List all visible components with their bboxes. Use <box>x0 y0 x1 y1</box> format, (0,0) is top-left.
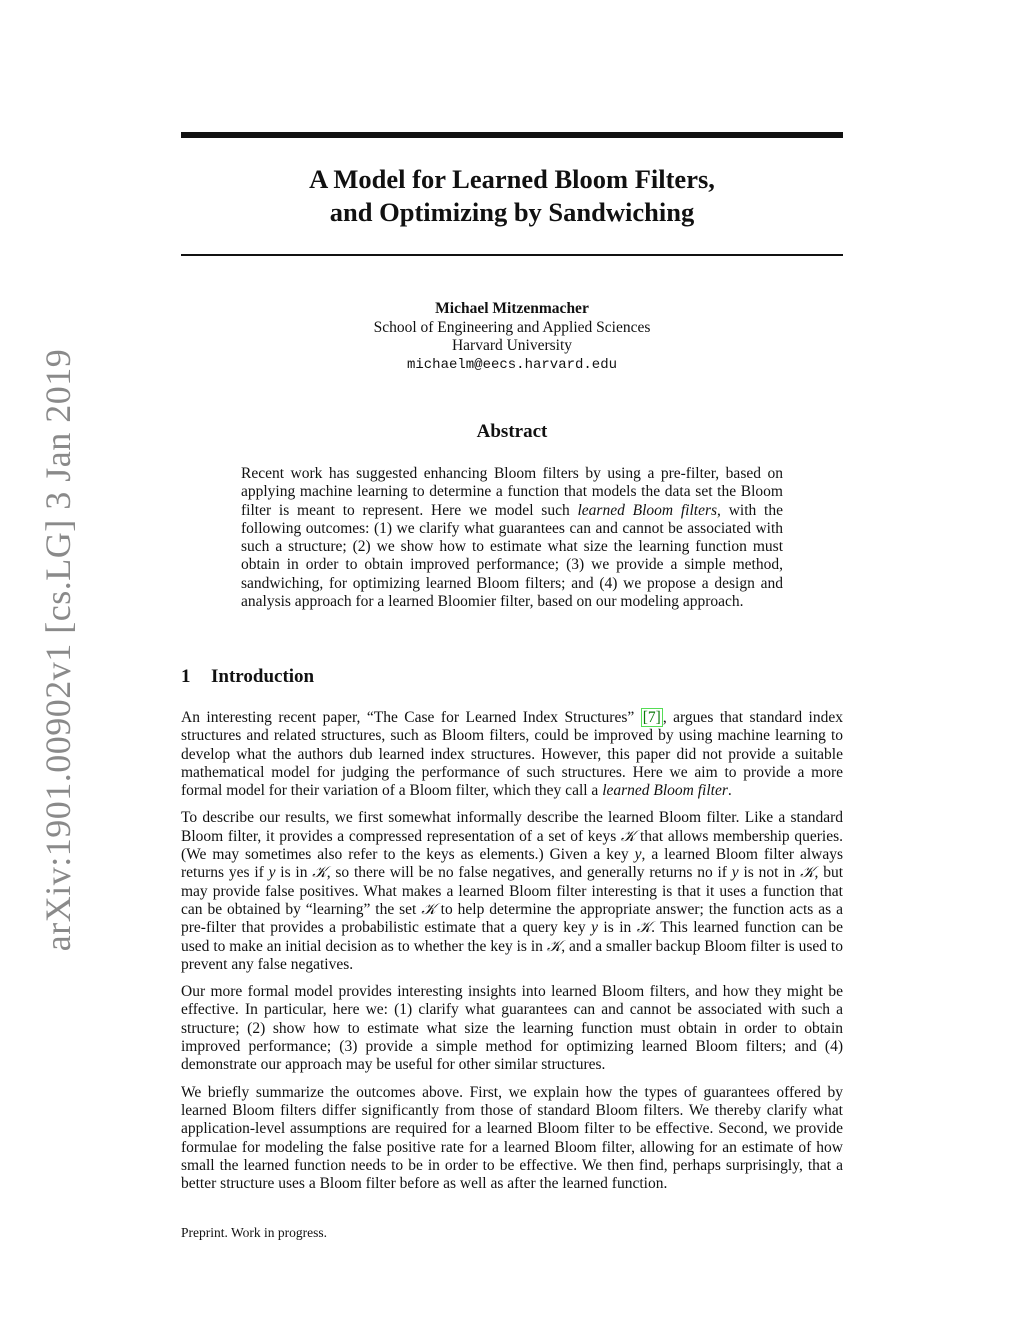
author-affiliation-university: Harvard University <box>451 337 573 354</box>
introduction-body <box>181 709 843 1202</box>
key-y-symbol: y <box>731 864 739 882</box>
section-heading-introduction <box>181 666 843 688</box>
set-k-symbol: 𝒦 <box>546 937 562 955</box>
p2-text: is in <box>275 864 313 882</box>
set-k-symbol: 𝒦 <box>312 864 327 882</box>
p1-text-b: , argues that standard index structures and related structures, such as Bloom filters, could be improved by using machine learning to develop what the authors dub learned index structures. However, this paper did not provide a suitable mathematical model for judging the performance of such structures. Here we aim to provide a more formal model for their variation of a Bloom filter, which they call a <box>181 709 843 800</box>
p2-text: , so there will be no false negatives, and generally returns no if <box>326 864 732 882</box>
paragraph-2 <box>181 809 843 974</box>
set-k-symbol: 𝒦 <box>636 919 652 937</box>
set-k-symbol: 𝒦 <box>421 900 436 918</box>
key-y-symbol: y <box>268 864 276 882</box>
p1-text-c: . <box>727 782 732 800</box>
key-y-symbol: y <box>634 846 642 864</box>
paper-title-line-1: A Model for Learned Bloom Filters, <box>309 164 715 194</box>
p2-text: that allows membership queries. (We may sometimes also refer to the keys as elements.) Given a key <box>181 827 843 864</box>
citation-link[interactable]: [7] <box>642 709 661 726</box>
paragraph-3: Our more formal model provides interesting insights into learned Bloom filters, and how they might be effective. In particular, here we: (1) clarify what guarantees can and cannot be associated with such a structure; (2) show how to estimate what size the learning function must obtain in order to obtain improved performance; (3) provide a simple method for optimizing learned Bloom filters; and (4) demonstrate our approach may be useful for other similar structures. <box>181 983 843 1074</box>
paper-title-line-2: and Optimizing by Sandwiching <box>329 197 695 227</box>
paragraph-4: We briefly summarize the outcomes above. First, we explain how the types of guarantees offered by learned Bloom filters differ significantly from those of standard Bloom filters. We thereby clarify what application-level assumptions are required for a learned Bloom filter to be effective. Second, we provide formulae for modeling the false positive rate for a learned Bloom filter, allowing for an estimate of how small the learned function needs to be in order to be effective. We then find, perhaps surprisingly, that a better structure uses a Bloom filter before as well as after the learned function. <box>181 1083 843 1193</box>
arxiv-identifier-stamp: arXiv:1901.00902v1 [cs.LG] 3 Jan 2019 <box>38 348 78 952</box>
paper-title <box>181 163 843 229</box>
p2-text: , a learned Bloom filter always returns yes if <box>181 846 843 882</box>
p2-text: To describe our results, we first somewhat informally describe the learned Bloom filter. Like a standard Bloom filter, it provides a compressed representation of a set of keys <box>181 809 843 845</box>
abstract-heading: Abstract <box>476 421 548 442</box>
p2-text: . This learned function can be used to make an initial decision as to whether the key is in <box>181 919 843 955</box>
p1-text-a: An interesting recent paper, “The Case for Learned Index Structures” <box>181 709 641 726</box>
author-email: michaelm@eecs.harvard.edu <box>406 356 618 373</box>
abstract-text <box>241 465 783 611</box>
key-y-symbol: y <box>591 919 598 937</box>
set-k-symbol: 𝒦 <box>800 864 815 882</box>
p1-emphasis: learned Bloom filter <box>602 782 728 800</box>
author-name: Michael Mitzenmacher <box>435 300 589 317</box>
p2-text: to help determine the appropriate answer; the function acts as a pre-filter that provides a probabilistic estimate that a query key <box>181 900 843 937</box>
author-affiliation-school: School of Engineering and Applied Sciences <box>373 318 651 336</box>
abstract-text-part-1: Recent work has suggested enhancing Bloom filters by using a pre-filter, based on applying machine learning to determine a function that models the data set the Bloom filter is meant to represent. Here we model such <box>241 465 783 519</box>
author-block <box>181 300 843 374</box>
title-top-rule <box>181 132 843 138</box>
p2-text: , and a smaller backup Bloom filter is used to prevent any false negatives. <box>181 937 843 973</box>
paragraph-1 <box>181 709 843 800</box>
p2-text: is in <box>597 919 637 937</box>
abstract-emphasis: learned Bloom filters <box>577 501 718 519</box>
section-number: 1 <box>181 666 191 687</box>
set-k-symbol: 𝒦 <box>620 827 636 845</box>
footer-note: Preprint. Work in progress. <box>181 1225 328 1240</box>
title-bottom-rule <box>181 254 843 256</box>
p2-text: is not in <box>738 864 801 882</box>
section-title: Introduction <box>211 666 315 687</box>
p2-text: , but may provide false positives. What makes a learned Bloom filter interesting is that it uses a function that can be obtained by “learning” the set <box>181 864 844 918</box>
abstract-text-part-2: , with the following outcomes: (1) we clarify what guarantees can and cannot be associated with such a structure; (2) we show how to estimate what size the learning function must obtain in order to obtain improved performance; (3) we provide a simple method, sandwiching, for optimizing learned Bloom filters; and (4) we propose a design and analysis approach for a learned Bloomier filter, based on our modeling approach. <box>241 501 783 611</box>
